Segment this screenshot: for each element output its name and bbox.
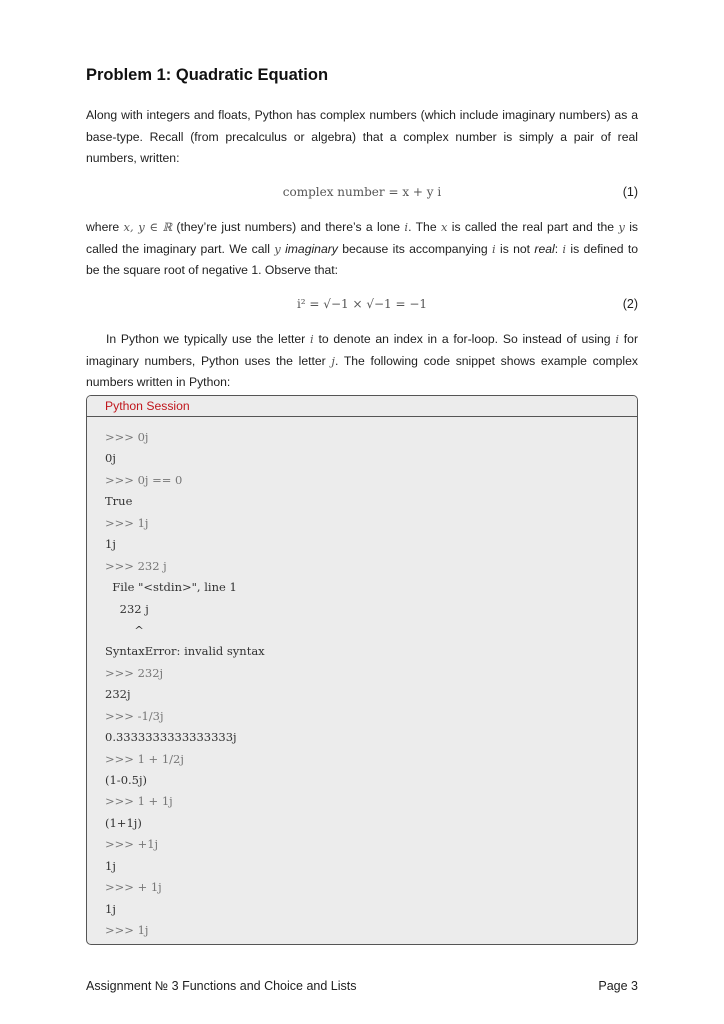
code-line: (1+1j)	[105, 815, 142, 830]
code-line: >>> +1j	[105, 837, 159, 852]
code-line: 232j	[105, 687, 131, 702]
equation-2	[86, 295, 638, 317]
code-line: >>> 1 + 1j	[105, 794, 173, 809]
footer-page-number: Page 3	[598, 979, 638, 993]
code-line: File "<stdin>", line 1	[105, 580, 237, 595]
code-line: 0.3333333333333333j	[105, 730, 237, 745]
code-line: True	[105, 494, 133, 509]
code-line: 1j	[105, 858, 116, 873]
code-line: 0j	[105, 451, 116, 466]
code-box-header: Python Session	[87, 396, 637, 417]
code-line: >>> + 1j	[105, 880, 162, 895]
equation-1-body: complex number = x + y i	[282, 185, 442, 199]
code-line: 1j	[105, 537, 116, 552]
definition-paragraph: where x, y ∈ ℝ (they’re just numbers) and there’s a lone i. The x is called the real part and the y is called the imaginary part. We call y imaginary because its accompanying i is not real: i is defined to be the square root of negative 1. Observe that:	[86, 220, 638, 277]
code-lines	[87, 417, 637, 942]
code-line: >>> 1j	[105, 923, 149, 938]
code-line: >>> -1/3j	[105, 708, 164, 723]
code-line: SyntaxError: invalid syntax	[105, 644, 265, 659]
python-paragraph: In Python we typically use the letter i to denote an index in a for-loop. So instead of using i for imaginary numbers, Python uses the letter j. The following code snippet shows example complex numbers written in Python:	[86, 332, 639, 389]
equation-2-number: (2)	[622, 297, 638, 311]
code-line: 232 j	[105, 601, 149, 616]
footer-left: Assignment № 3 Functions and Choice and Lists	[86, 979, 357, 993]
equation-1-number: (1)	[622, 185, 638, 199]
code-line: >>> 232 j	[105, 558, 167, 573]
python-session-box	[86, 395, 638, 945]
code-line: >>> 1 + 1/2j	[105, 751, 184, 766]
intro-paragraph: Along with integers and floats, Python has complex numbers (which include imaginary numbers) as a base-type. Recall (from precalculus or algebra) that a complex number is simply a pair of real numbers, written:	[86, 108, 638, 165]
code-line: >>> 232j	[105, 665, 164, 680]
page-title: Problem 1: Quadratic Equation	[86, 66, 329, 84]
code-line: >>> 1j	[105, 515, 149, 530]
code-line: (1-0.5j)	[105, 773, 148, 787]
code-line: 1j	[105, 901, 116, 916]
code-line: ^	[105, 622, 144, 637]
code-line: >>> 0j	[105, 430, 149, 444]
code-line: >>> 0j == 0	[105, 472, 183, 487]
equation-2-body: i² = √−1 × √−1 = −1	[296, 297, 428, 311]
equation-1	[86, 183, 638, 205]
